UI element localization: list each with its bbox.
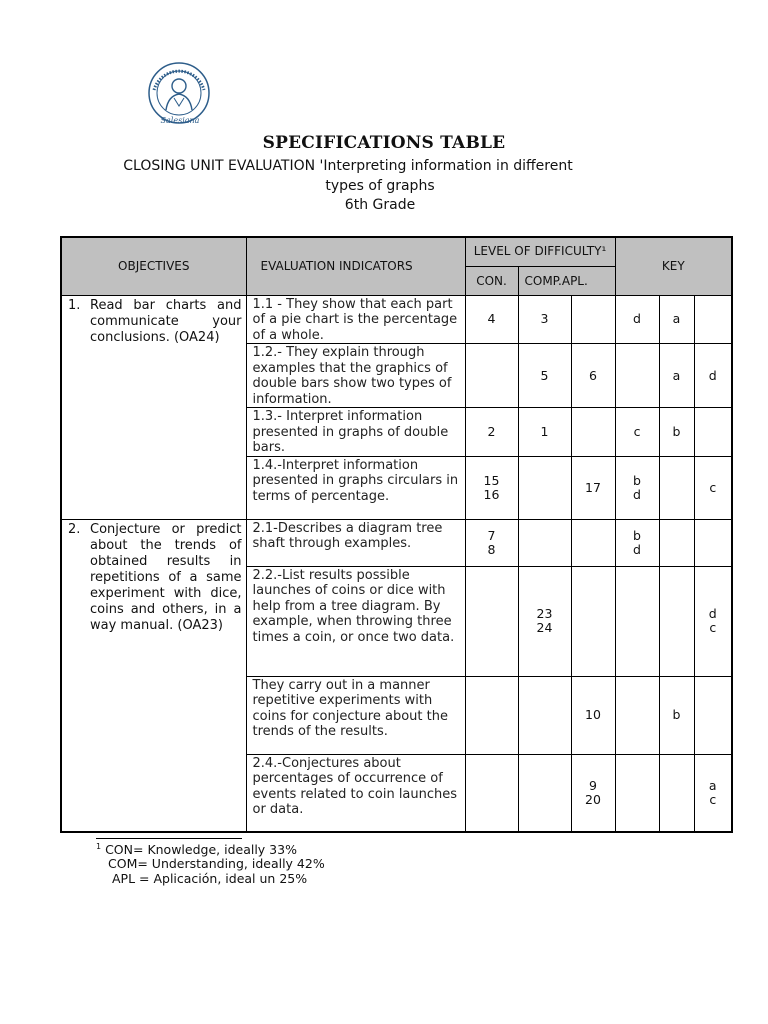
apl-cell: 9 20 bbox=[571, 754, 615, 832]
key-cell-1: b d bbox=[615, 519, 659, 566]
indicator-cell: They carry out in a manner repetitive experiments with coins for conjecture about the trends of the results. bbox=[246, 676, 465, 754]
key-cell-3 bbox=[694, 408, 732, 457]
subtitle-line-3: 6th Grade bbox=[344, 197, 416, 213]
key-cell-2 bbox=[659, 754, 694, 832]
key-cell-2: a bbox=[659, 295, 694, 344]
page-title: SPECIFICATIONS TABLE bbox=[262, 133, 506, 153]
header-objectives: OBJECTIVES bbox=[61, 237, 246, 295]
key-cell-2 bbox=[659, 519, 694, 566]
comp-cell bbox=[518, 676, 571, 754]
con-cell bbox=[465, 566, 518, 676]
indicator-cell: 2.4.-Conjectures about percentages of occurrence of events related to coin launches or data. bbox=[246, 754, 465, 832]
key-cell-3 bbox=[694, 519, 732, 566]
indicator-cell: 2.2.-List results possible launches of coins or dice with help from a tree diagram. By example, when throwing three times a coin, or once two data. bbox=[246, 566, 465, 676]
comp-cell: 1 bbox=[518, 408, 571, 457]
key-cell-3: d bbox=[694, 344, 732, 408]
comp-cell bbox=[518, 519, 571, 566]
table-row bbox=[61, 519, 732, 566]
con-cell bbox=[465, 676, 518, 754]
comp-cell bbox=[518, 456, 571, 519]
table-row bbox=[61, 295, 732, 344]
comp-cell: 23 24 bbox=[518, 566, 571, 676]
comp-cell bbox=[518, 754, 571, 832]
key-cell-1 bbox=[615, 754, 659, 832]
key-cell-3 bbox=[694, 295, 732, 344]
indicator-cell: 1.3.- Interpret information presented in graphs of double bars. bbox=[246, 408, 465, 457]
apl-cell: 6 bbox=[571, 344, 615, 408]
con-cell bbox=[465, 754, 518, 832]
key-cell-3: a c bbox=[694, 754, 732, 832]
header-evaluation-indicators: EVALUATION INDICATORS bbox=[246, 237, 465, 295]
con-cell: 7 8 bbox=[465, 519, 518, 566]
key-cell-2 bbox=[659, 456, 694, 519]
footnote-separator bbox=[96, 838, 242, 839]
key-cell-3: c bbox=[694, 456, 732, 519]
objective-2: 2. Conjecture or predict about the trends of obtained results in repetitions of a same experiment with dice, coins and others, in a way manual. (OA23) bbox=[61, 519, 246, 832]
specifications-table bbox=[60, 236, 733, 833]
key-cell-2 bbox=[659, 566, 694, 676]
con-cell: 4 bbox=[465, 295, 518, 344]
key-cell-1: b d bbox=[615, 456, 659, 519]
indicator-cell: 1.4.-Interpret information presented in graphs circulars in terms of percentage. bbox=[246, 456, 465, 519]
key-cell-3 bbox=[694, 676, 732, 754]
key-cell-1 bbox=[615, 344, 659, 408]
subtitle-line-2: types of graphs bbox=[325, 178, 435, 194]
header-key: KEY bbox=[615, 237, 732, 295]
con-cell: 2 bbox=[465, 408, 518, 457]
apl-cell: 10 bbox=[571, 676, 615, 754]
key-cell-2: b bbox=[659, 676, 694, 754]
comp-cell: 5 bbox=[518, 344, 571, 408]
indicator-cell: 2.1-Describes a diagram tree shaft through examples. bbox=[246, 519, 465, 566]
comp-cell: 3 bbox=[518, 295, 571, 344]
key-cell-2: b bbox=[659, 408, 694, 457]
apl-cell bbox=[571, 295, 615, 344]
objective-1: 1. Read bar charts and communicate your conclusions. (OA24) bbox=[61, 295, 246, 519]
apl-cell bbox=[571, 566, 615, 676]
footnote-line-2: COM= Understanding, ideally 42% bbox=[108, 856, 325, 871]
footnote-line-1: $^1$ CON= Knowledge, ideally 33% bbox=[96, 842, 297, 858]
key-cell-1: c bbox=[615, 408, 659, 457]
con-cell: 15 16 bbox=[465, 456, 518, 519]
header-level-of-difficulty: LEVEL OF DIFFICULTY¹ bbox=[465, 237, 615, 266]
con-cell bbox=[465, 344, 518, 408]
subtitle-line-1: CLOSING UNIT EVALUATION 'Interpreting information in different bbox=[123, 158, 573, 174]
header-con: CON. bbox=[465, 266, 518, 295]
indicator-cell: 1.1 - They show that each part of a pie chart is the percentage of a whole. bbox=[246, 295, 465, 344]
header-comp-apl: COMP.APL. bbox=[518, 266, 615, 295]
key-cell-3: d c bbox=[694, 566, 732, 676]
indicator-cell: 1.2.- They explain through examples that the graphics of double bars show two types of information. bbox=[246, 344, 465, 408]
key-cell-1 bbox=[615, 676, 659, 754]
apl-cell: 17 bbox=[571, 456, 615, 519]
footnote-line-3: APL = Aplicación, ideal un 25% bbox=[112, 871, 308, 886]
key-cell-2: a bbox=[659, 344, 694, 408]
key-cell-1 bbox=[615, 566, 659, 676]
apl-cell bbox=[571, 408, 615, 457]
apl-cell bbox=[571, 519, 615, 566]
key-cell-1: d bbox=[615, 295, 659, 344]
logo-caption: Salesiana bbox=[160, 116, 200, 125]
